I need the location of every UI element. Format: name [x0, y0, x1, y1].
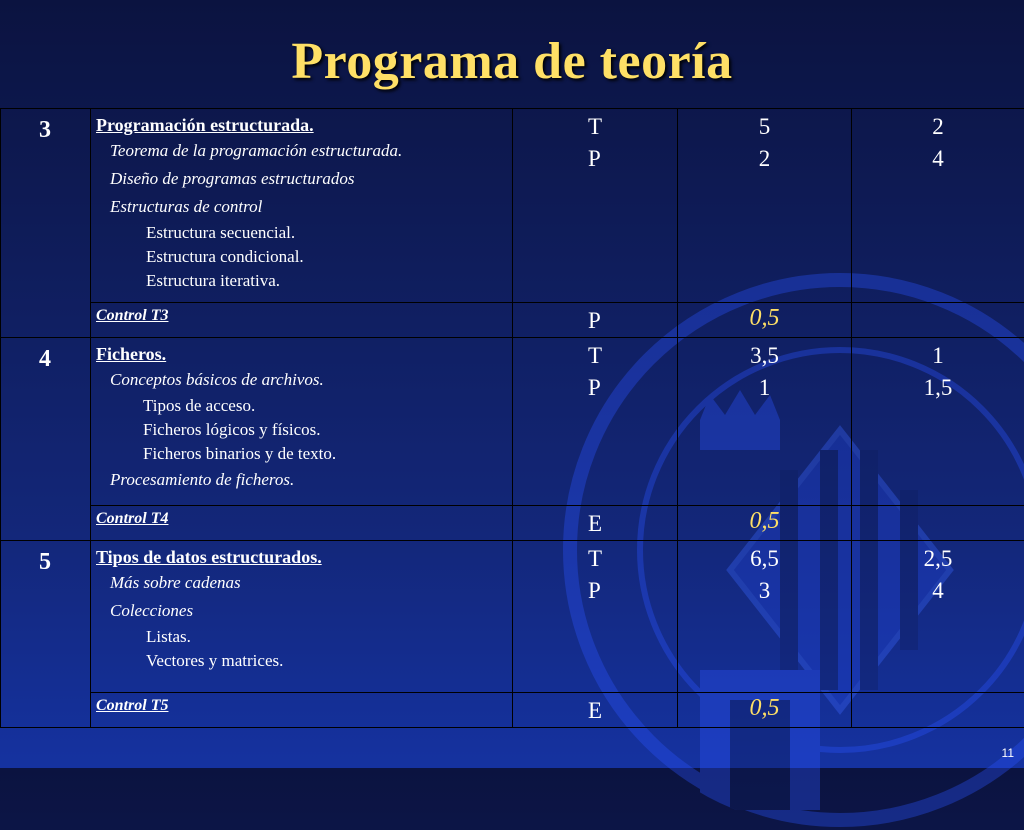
topic-title-link[interactable]: Programación estructurada.: [96, 113, 512, 137]
session-type-cell: [513, 109, 678, 303]
topic-row: [1, 541, 1024, 693]
control-row: [1, 506, 1024, 541]
credits-cell-value: 4: [852, 143, 1024, 175]
credits-cell-value: 1,5: [852, 372, 1024, 404]
subtopic-item: Colecciones: [96, 597, 512, 625]
topic-content: [91, 541, 513, 693]
control-row: [1, 303, 1024, 338]
hours-cell: [678, 109, 852, 303]
session-type-cell-value: P: [588, 575, 677, 607]
hours-cell-value: 1: [678, 372, 851, 404]
control-type: E: [513, 693, 678, 728]
subtopic-detail-item: Vectores y matrices.: [96, 649, 512, 673]
control-value: 0,5: [678, 303, 852, 338]
hours-cell-value: 3: [678, 575, 851, 607]
subtopic-item: Teorema de la programación estructurada.: [96, 137, 512, 165]
session-type-cell: [513, 338, 678, 506]
hours-cell-value: 5: [678, 111, 851, 143]
control-empty-cell: [852, 693, 1024, 728]
subtopic-detail-item: Estructura condicional.: [96, 245, 512, 269]
hours-cell-value: 3,5: [678, 340, 851, 372]
session-type-cell: [513, 541, 678, 693]
syllabus-table: [0, 108, 1024, 728]
session-type-cell-value: P: [588, 143, 677, 175]
control-empty-cell: [852, 506, 1024, 541]
subtopic-detail-item: Ficheros binarios y de texto.: [96, 442, 512, 466]
credits-cell: [852, 541, 1024, 693]
control-label-link[interactable]: Control T3: [91, 303, 513, 338]
hours-cell: [678, 338, 852, 506]
subtopic-item: Diseño de programas estructurados: [96, 165, 512, 193]
subtopic-detail-item: Estructura secuencial.: [96, 221, 512, 245]
topic-number: 4: [1, 338, 91, 541]
syllabus-table-body: [1, 109, 1024, 728]
control-value: 0,5: [678, 693, 852, 728]
subtopic-item: Estructuras de control: [96, 193, 512, 221]
slide-title: Programa de teoría: [0, 32, 1024, 91]
control-type: P: [513, 303, 678, 338]
topic-number: 5: [1, 541, 91, 728]
credits-cell-value: 2: [852, 111, 1024, 143]
topic-content: [91, 109, 513, 303]
subtopic-detail-item: Listas.: [96, 625, 512, 649]
subtopic-item: Más sobre cadenas: [96, 569, 512, 597]
hours-cell-value: 6,5: [678, 543, 851, 575]
subtopic-item: Conceptos básicos de archivos.: [96, 366, 512, 394]
topic-content: [91, 338, 513, 506]
credits-cell: [852, 338, 1024, 506]
hours-cell: [678, 541, 852, 693]
page-number: 11: [1002, 746, 1014, 760]
credits-cell-value: 1: [852, 340, 1024, 372]
session-type-cell-value: T: [588, 543, 677, 575]
session-type-cell-value: P: [588, 372, 677, 404]
subtopic-detail-item: Estructura iterativa.: [96, 269, 512, 293]
control-row: [1, 693, 1024, 728]
topic-row: [1, 338, 1024, 506]
subtopic-item: Procesamiento de ficheros.: [96, 466, 512, 494]
control-label-link[interactable]: Control T4: [91, 506, 513, 541]
topic-title-link[interactable]: Ficheros.: [96, 342, 512, 366]
control-type: E: [513, 506, 678, 541]
credits-cell: [852, 109, 1024, 303]
subtopic-detail-item: Tipos de acceso.: [96, 394, 512, 418]
hours-cell-value: 2: [678, 143, 851, 175]
topic-title-link[interactable]: Tipos de datos estructurados.: [96, 545, 512, 569]
topic-row: [1, 109, 1024, 303]
control-empty-cell: [852, 303, 1024, 338]
control-label-link[interactable]: Control T5: [91, 693, 513, 728]
session-type-cell-value: T: [588, 340, 677, 372]
topic-number: 3: [1, 109, 91, 338]
credits-cell-value: 2,5: [852, 543, 1024, 575]
credits-cell-value: 4: [852, 575, 1024, 607]
session-type-cell-value: T: [588, 111, 677, 143]
subtopic-detail-item: Ficheros lógicos y físicos.: [96, 418, 512, 442]
control-value: 0,5: [678, 506, 852, 541]
